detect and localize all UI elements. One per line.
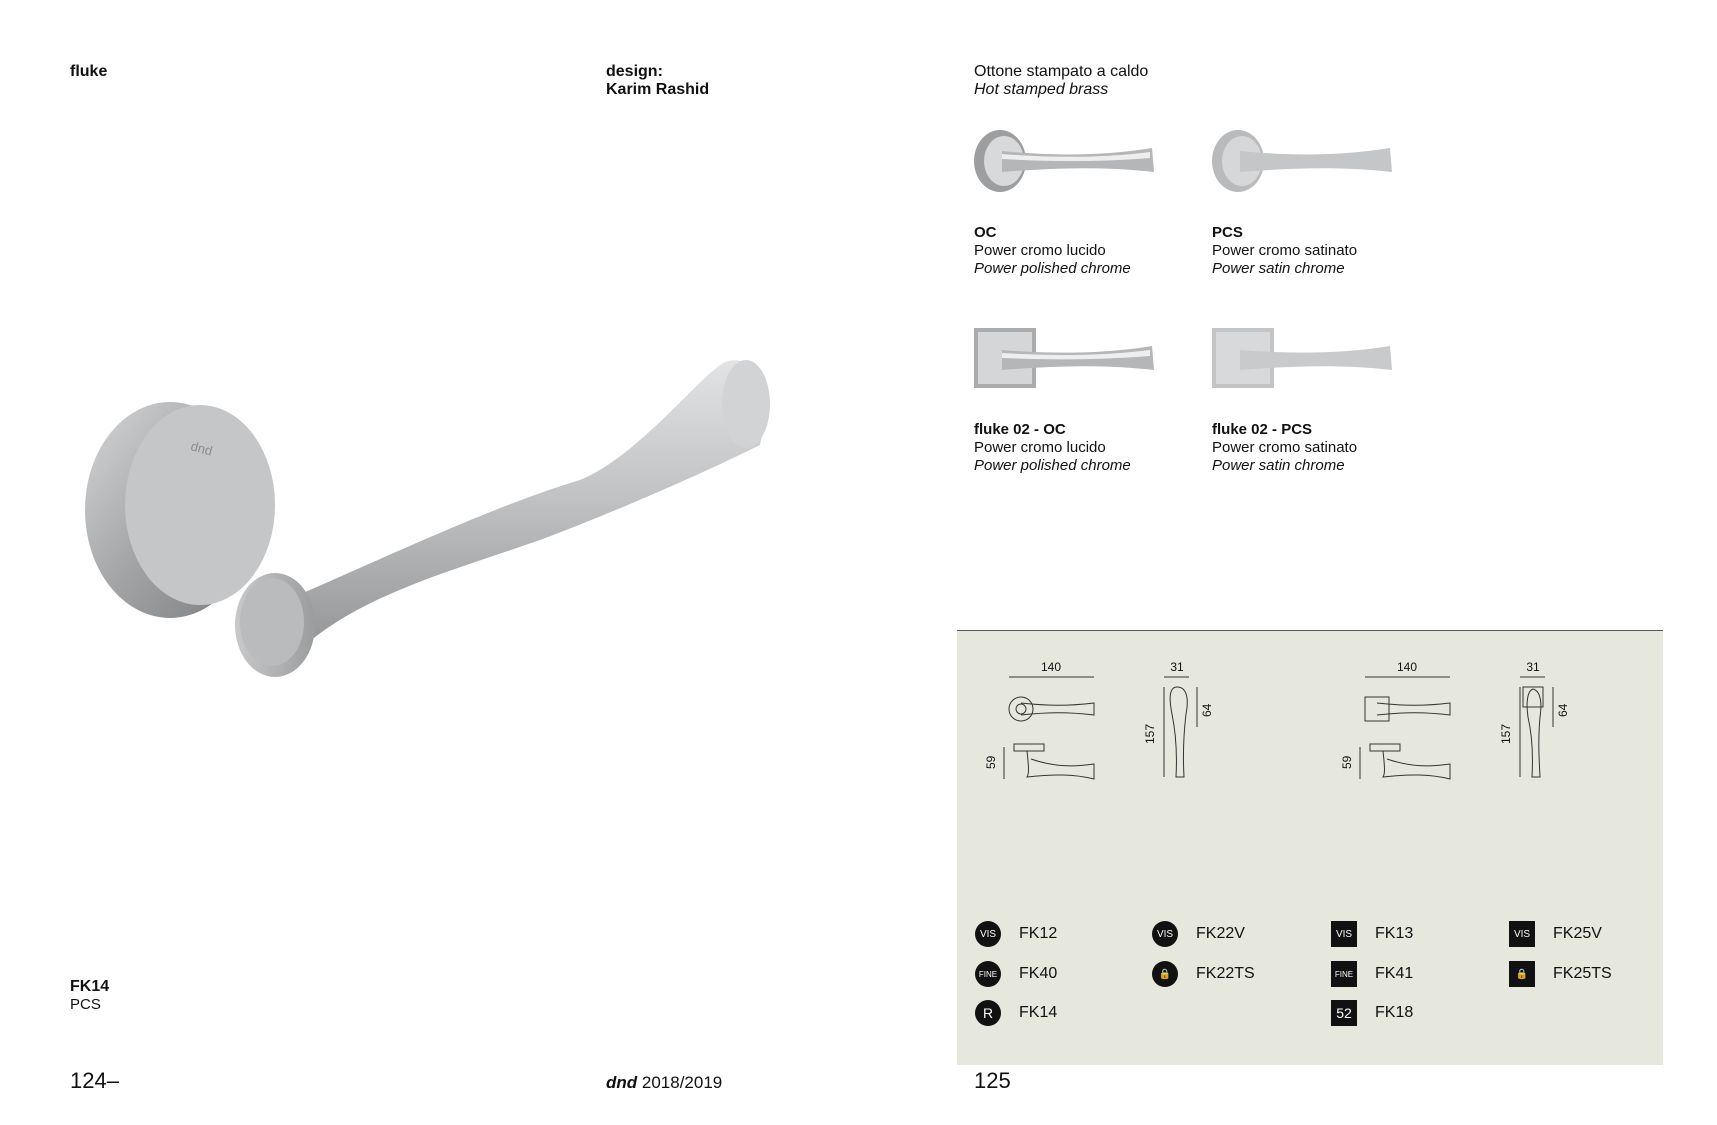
material-en: Hot stamped brass xyxy=(974,81,1109,98)
left-page-number: 124– xyxy=(70,1068,119,1093)
right-page-number: 125 xyxy=(974,1068,1011,1093)
code-label: FK40 xyxy=(1019,965,1058,982)
code-label: FK25V xyxy=(1553,925,1602,942)
backset-52-icon: 52 xyxy=(1331,1000,1357,1026)
main-handle-image xyxy=(60,340,780,690)
code-item xyxy=(975,921,1057,947)
variant-name-en: Power polished chrome xyxy=(974,260,1131,277)
variant-code: PCS xyxy=(1212,224,1243,241)
code-item xyxy=(1152,961,1255,987)
dim-width: 31 xyxy=(1526,660,1540,674)
brand-logo: dnd xyxy=(606,1073,638,1092)
dim-total-height: 157 xyxy=(1499,723,1513,744)
variant-name-en: Power polished chrome xyxy=(974,457,1131,474)
vis-icon: VIS xyxy=(1152,921,1178,947)
lock-icon: 🔒 xyxy=(1509,961,1535,987)
technical-panel xyxy=(957,630,1663,1065)
dim-total-height: 157 xyxy=(1143,723,1157,744)
dim-rose-height: 64 xyxy=(1200,703,1214,717)
code-label: FK12 xyxy=(1019,925,1058,942)
vis-icon: VIS xyxy=(1331,921,1357,947)
dim-width: 31 xyxy=(1170,660,1184,674)
thumb-pcs xyxy=(1210,126,1395,196)
variant-name-it: Power cromo satinato xyxy=(1212,439,1358,456)
code-item xyxy=(975,1000,1057,1026)
code-item xyxy=(1331,921,1413,947)
footer-brand xyxy=(606,1073,722,1093)
lock-icon: 🔒 xyxy=(1152,961,1178,987)
designer-name: Karim Rashid xyxy=(606,81,710,98)
dim-length: 140 xyxy=(1396,660,1418,674)
code-item xyxy=(975,961,1057,987)
thumb-fluke02-pcs xyxy=(1210,326,1395,391)
dim-height: 59 xyxy=(984,755,998,769)
variant-fluke02-pcs xyxy=(1212,421,1412,475)
code-item xyxy=(1331,1000,1413,1026)
material-it: Ottone stampato a caldo xyxy=(974,63,1149,80)
code-label: FK18 xyxy=(1375,1004,1414,1021)
variant-oc xyxy=(974,224,1174,278)
code-label: FK25TS xyxy=(1553,965,1612,982)
variant-code: fluke 02 - PCS xyxy=(1212,421,1313,438)
variant-code: fluke 02 - OC xyxy=(974,421,1066,438)
thumb-oc xyxy=(972,126,1157,196)
vis-icon: VIS xyxy=(975,921,1001,947)
code-label: FK41 xyxy=(1375,965,1414,982)
dim-height: 59 xyxy=(1340,755,1354,769)
variant-code: OC xyxy=(974,224,997,241)
main-model-finish: PCS xyxy=(70,996,101,1013)
main-model-code: FK14 xyxy=(70,978,110,995)
drawing-square-front xyxy=(1495,659,1585,789)
product-name: fluke xyxy=(70,63,108,80)
code-label: FK22TS xyxy=(1196,965,1255,982)
dim-rose-height: 64 xyxy=(1556,703,1570,717)
code-item xyxy=(1331,961,1413,987)
dim-length: 140 xyxy=(1040,660,1062,674)
variant-name-en: Power satin chrome xyxy=(1212,260,1345,277)
footer-year: 2018/2019 xyxy=(641,1073,723,1092)
code-label: FK14 xyxy=(1019,1004,1058,1021)
variant-fluke02-oc xyxy=(974,421,1174,475)
code-item xyxy=(1152,921,1245,947)
design-label: design: xyxy=(606,63,663,80)
vis-icon: VIS xyxy=(1509,921,1535,947)
svg-text:dnd: dnd xyxy=(189,438,215,459)
fine-icon: FINE xyxy=(975,961,1001,987)
code-item xyxy=(1509,921,1602,947)
code-label: FK22V xyxy=(1196,925,1245,942)
variant-name-en: Power satin chrome xyxy=(1212,457,1345,474)
code-item xyxy=(1509,961,1612,987)
variant-name-it: Power cromo lucido xyxy=(974,242,1106,259)
code-label: FK13 xyxy=(1375,925,1414,942)
r-icon: R xyxy=(975,1000,1001,1026)
drawing-round-front xyxy=(1139,659,1229,789)
drawing-round-top xyxy=(969,659,1099,789)
drawing-square-top xyxy=(1325,659,1455,789)
variant-pcs xyxy=(1212,224,1412,278)
fine-icon: FINE xyxy=(1331,961,1357,987)
thumb-fluke02-oc xyxy=(972,326,1157,391)
variant-name-it: Power cromo satinato xyxy=(1212,242,1358,259)
variant-name-it: Power cromo lucido xyxy=(974,439,1106,456)
